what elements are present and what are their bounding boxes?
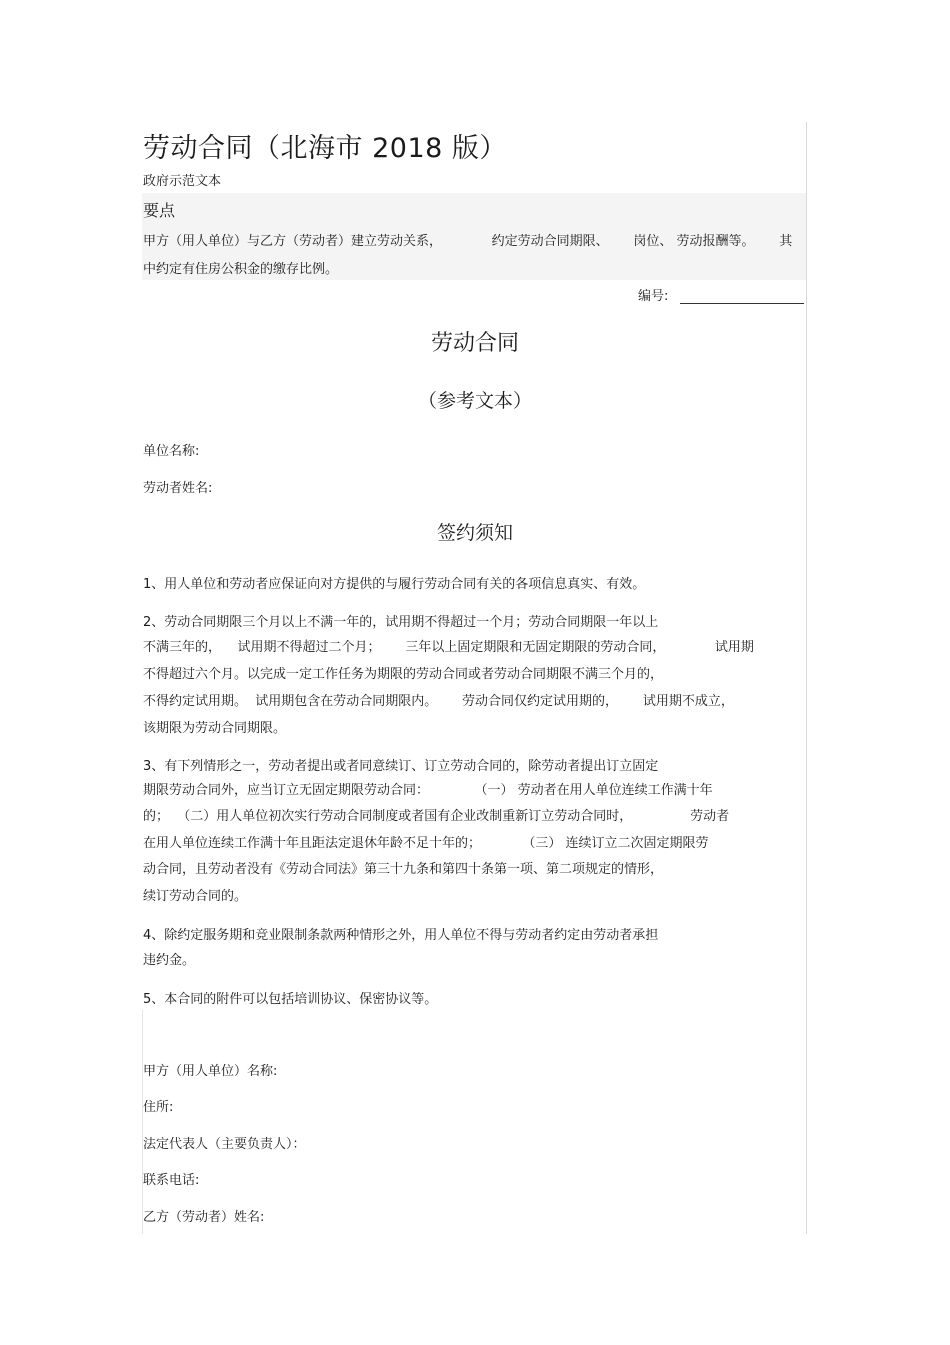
contract-number-label: 编号: — [638, 289, 669, 304]
notice-item-2-line: 不得超过六个月。以完成一定工作任务为期限的劳动合同或者劳动合同期限不满三个月的， — [143, 667, 664, 682]
notice-item-4-line: 4、除约定服务期和竞业限制条款两种情形之外，用人单位不得与劳动者约定由劳动者承担 — [143, 928, 659, 943]
document-title: 劳动合同（北海市 2018 版） — [143, 133, 507, 164]
left-border-rule — [142, 1010, 143, 1234]
notice-item-2-line: 该期限为劳动合同期限。 — [143, 721, 287, 736]
notice-item-2-line: 不满三年的， 试用期不得超过二个月； 三年以上固定期限和无固定期限的劳动合同， 试用期 — [143, 640, 754, 655]
notice-item-4-line: 违约金。 — [143, 953, 196, 968]
notice-item-2-line: 不得约定试用期。 试用期包含在劳动合同期限内。 劳动合同仅约定试用期的， 试用期不成立， — [143, 694, 734, 709]
contract-number-field[interactable] — [680, 303, 804, 304]
notice-item-3-line: 3、有下列情形之一，劳动者提出或者同意续订、订立劳动合同的，除劳动者提出订立固定 — [143, 759, 659, 774]
document-subtitle: 政府示范文本 — [143, 174, 222, 189]
key-points-line: 甲方（用人单位）与乙方（劳动者）建立劳动关系， 约定劳动合同期限、 岗位、 劳动报酬等。 其 — [143, 234, 793, 249]
notice-item-3-line: 续订劳动合同的。 — [143, 889, 248, 904]
party-b-name-label: 乙方（劳动者）姓名: — [143, 1210, 265, 1225]
notice-item-2-line: 2、劳动合同期限三个月以上不满一年的，试用期不得超过一个月；劳动合同期限一年以上 — [143, 615, 659, 630]
notice-item-3-line: 动合同，且劳动者没有《劳动合同法》第三十九条和第四十条第一项、第二项规定的情形， — [143, 862, 664, 877]
phone-label: 联系电话: — [143, 1173, 200, 1188]
notice-title: 签约须知 — [436, 522, 513, 544]
legal-representative-label: 法定代表人（主要负责人）： — [143, 1137, 306, 1152]
notice-item-1-line: 1、用人单位和劳动者应保证向对方提供的与履行劳动合同有关的各项信息真实、有效。 — [143, 577, 646, 592]
notice-item-3-line: 的； （二）用人单位初次实行劳动合同制度或者国有企业改制重新订立劳动合同时， 劳动者 — [143, 809, 730, 824]
address-label: 住所: — [143, 1100, 174, 1115]
notice-item-5-line: 5、本合同的附件可以包括培训协议、保密协议等。 — [143, 992, 438, 1007]
key-points-heading: 要点 — [143, 201, 176, 220]
right-border-rule — [806, 122, 807, 1234]
key-points-line: 中约定有住房公积金的缴存比例。 — [143, 262, 339, 277]
party-a-name-label: 甲方（用人单位）名称: — [143, 1064, 278, 1079]
notice-item-3-line: 期限劳动合同外，应当订立无固定期限劳动合同： （一） 劳动者在用人单位连续工作满十年 — [143, 783, 713, 798]
unit-name-label: 单位名称: — [143, 444, 200, 459]
notice-item-3-line: 在用人单位连续工作满十年且距法定退休年龄不足十年的； （三） 连续订立二次固定期限劳 — [143, 836, 709, 851]
worker-name-label: 劳动者姓名: — [143, 481, 213, 496]
contract-subtitle: （参考文本） — [417, 390, 532, 412]
contract-title: 劳动合同 — [430, 331, 519, 356]
